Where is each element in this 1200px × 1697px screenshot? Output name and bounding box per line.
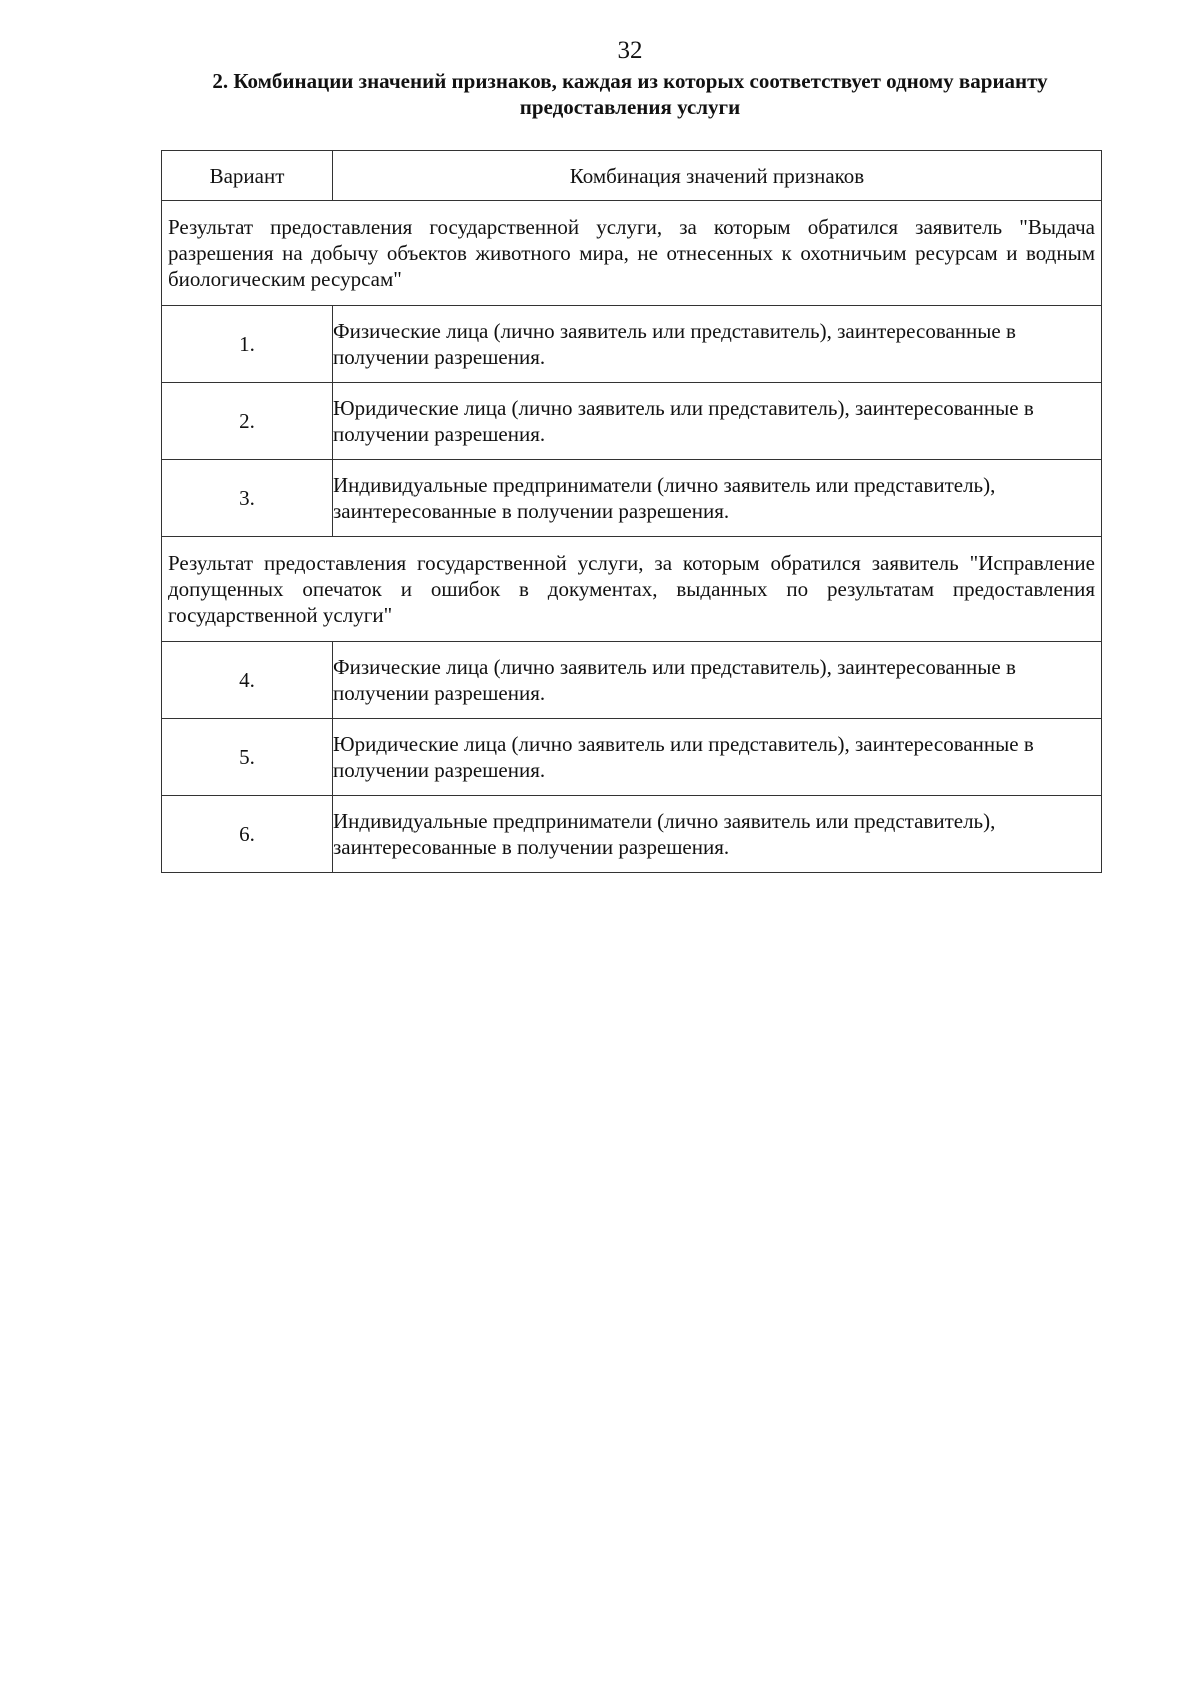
- header-variant: Вариант: [162, 151, 333, 201]
- table-row: [162, 383, 1102, 460]
- variant-number: 6.: [162, 796, 333, 873]
- variant-combination: Индивидуальные предприниматели (лично заявитель или представитель), заинтересованные в получении разрешения.: [333, 460, 1102, 537]
- variant-combination: Физические лица (лично заявитель или представитель), заинтересованные в получении разрешения.: [333, 306, 1102, 383]
- variant-combination: Юридические лица (лично заявитель или представитель), заинтересованные в получении разрешения.: [333, 383, 1102, 460]
- result-group-text: Результат предоставления государственной услуги, за которым обратился заявитель "Исправление допущенных опечаток и ошибок в документах, выданных по результатам предоставления государственной услуги": [162, 537, 1102, 642]
- variant-number: 2.: [162, 383, 333, 460]
- table-header-row: [162, 151, 1102, 201]
- header-combination: Комбинация значений признаков: [333, 151, 1102, 201]
- variant-number: 4.: [162, 642, 333, 719]
- table-row: [162, 796, 1102, 873]
- table-row: [162, 719, 1102, 796]
- section-title: 2. Комбинации значений признаков, каждая из которых соответствует одному варианту предоставления услуги: [212, 69, 1048, 119]
- variant-combination: Юридические лица (лично заявитель или представитель), заинтересованные в получении разрешения.: [333, 719, 1102, 796]
- table-row: [162, 642, 1102, 719]
- table-row: [162, 306, 1102, 383]
- variant-combination: Физические лица (лично заявитель или представитель), заинтересованные в получении разрешения.: [333, 642, 1102, 719]
- result-group-row: [162, 537, 1102, 642]
- page-number: 32: [617, 37, 643, 64]
- result-group-text: Результат предоставления государственной услуги, за которым обратился заявитель "Выдача разрешения на добычу объектов животного мира, не отнесенных к охотничьим ресурсам и водным биологическим ресурсам": [162, 201, 1102, 306]
- result-group-row: [162, 201, 1102, 306]
- variants-table: [161, 150, 1102, 873]
- variant-number: 1.: [162, 306, 333, 383]
- variant-number: 5.: [162, 719, 333, 796]
- variant-number: 3.: [162, 460, 333, 537]
- table-row: [162, 460, 1102, 537]
- variant-combination: Индивидуальные предприниматели (лично заявитель или представитель), заинтересованные в получении разрешения.: [333, 796, 1102, 873]
